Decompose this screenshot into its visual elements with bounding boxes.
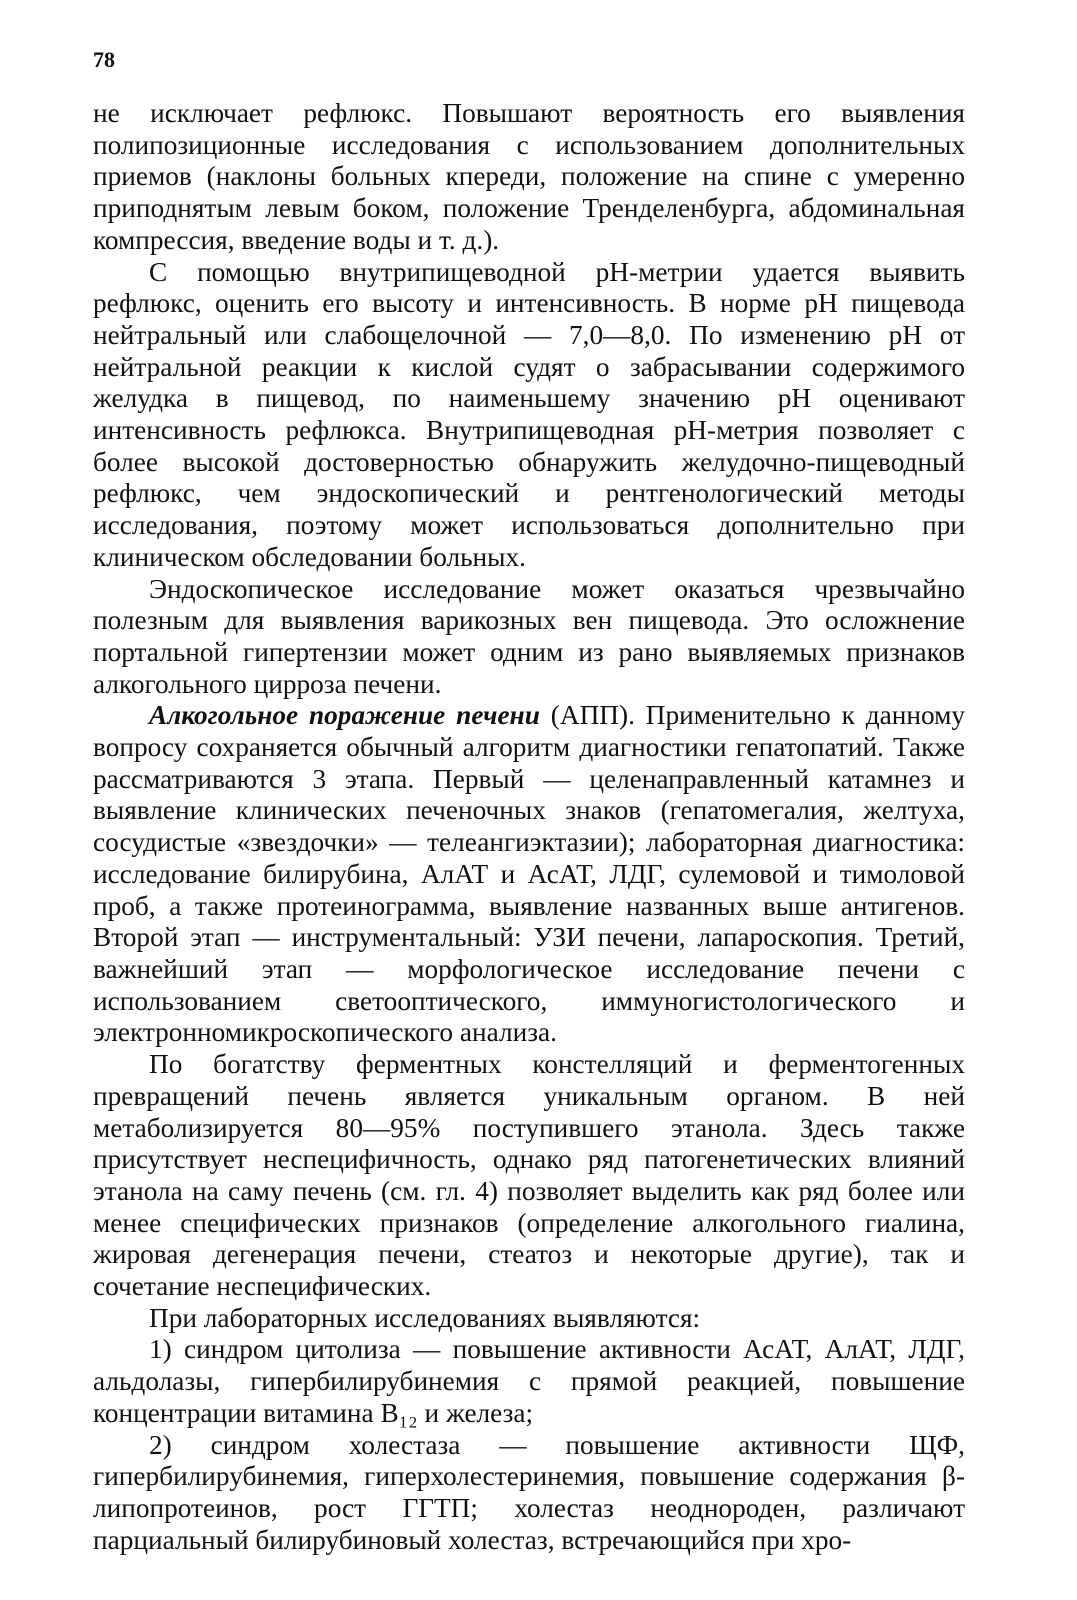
list-item-2 bbox=[93, 1430, 965, 1557]
paragraph-3 bbox=[93, 574, 965, 701]
paragraph-1 bbox=[93, 98, 965, 257]
paragraph-text: (АПП). Применительно к данному вопросу сохраняется обычный алгоритм диагностики гепатопатий. Также рассматриваются 3 этапа. Первый — целенаправленный катамнез и выявление клинических печеночных знаков (гепатомегалия, желтуха, сосудистые «звездочки» — телеангиэктазии); лабораторная диагностика: исследование билирубина, АлАТ и АсАТ, ЛДГ, сулемовой и тимоловой проб, а также протеинограмма, выявление названных выше антигенов. Второй этап — инструментальный: УЗИ печени, лапароскопия. Третий, важнейший этап — морфологическое исследование печени с использованием светооптического, иммуногистологического и электронномикроскопического анализа. bbox=[93, 700, 965, 1048]
paragraph-2 bbox=[93, 257, 965, 574]
paragraph-5 bbox=[93, 1049, 965, 1303]
paragraph-text: 1) синдром цитолиза — повышение активности АсАТ, АлАТ, ЛДГ, альдолазы, гипербилирубинемия с прямой реакцией, повышение концентрации витамина B₁₂ и железа; bbox=[93, 1334, 965, 1428]
paragraph-4 bbox=[93, 700, 965, 1049]
paragraph-text: С помощью внутрипищеводной pH-метрии удается выявить рефлюкс, оценить его высоту и интенсивность. В норме pH пищевода нейтральный или слабощелочной — 7,0—8,0. По изменению pH от нейтральной реакции к кислой судят о забрасывании содержимого желудка в пищевод, по наименьшему значению pH оценивают интенсивность рефлюкса. Внутрипищеводная pH-метрия позволяет с более высокой достоверностью обнаружить желудочно-пищеводный рефлюкс, чем эндоскопический и рентгенологический методы исследования, поэтому может использоваться дополнительно при клиническом обследовании больных. bbox=[93, 256, 965, 572]
page-number: 78 bbox=[93, 47, 115, 72]
paragraph-text: По богатству ферментных констелляций и ферментогенных превращений печень является уникальным органом. В ней метаболизируется 80—95% поступившего этанола. Здесь также присутствует неспецифичность, однако ряд патогенетических влияний этанола на саму печень (см. гл. 4) позволяет выделить как ряд более или менее специфических признаков (определение алкогольного гиалина, жировая дегенерация печени, стеатоз и некоторые другие), так и сочетание неспецифических. bbox=[93, 1049, 965, 1302]
paragraph-6 bbox=[93, 1303, 965, 1335]
body-text bbox=[93, 98, 965, 1556]
section-term: Алкогольное поражение печени bbox=[149, 700, 540, 731]
paragraph-text: Эндоскопическое исследование может оказаться чрезвычайно полезным для выявления варикозных вен пищевода. Это осложнение портальной гипертензии может одним из рано выявляемых признаков алкогольного цирроза печени. bbox=[93, 573, 965, 699]
paragraph-text: При лабораторных исследованиях выявляются: bbox=[149, 1302, 701, 1333]
paragraph-text: не исключает рефлюкс. Повышают вероятность его выявления полипозиционные исследования с использованием дополнительных приемов (наклоны больных кпереди, положение на спине с умеренно приподнятым левым боком, положение Тренделенбурга, абдоминальная компрессия, введение воды и т. д.). bbox=[93, 98, 965, 255]
list-item-1 bbox=[93, 1334, 965, 1429]
paragraph-text: 2) синдром холестаза — повышение активности ЩФ, гипербилирубинемия, гиперхолестеринемия, повышение содержания β-липопротеинов, рост ГГТП; холестаз неоднороден, различают парциальный билирубиновый холестаз, встречающийся при хро- bbox=[93, 1429, 965, 1555]
